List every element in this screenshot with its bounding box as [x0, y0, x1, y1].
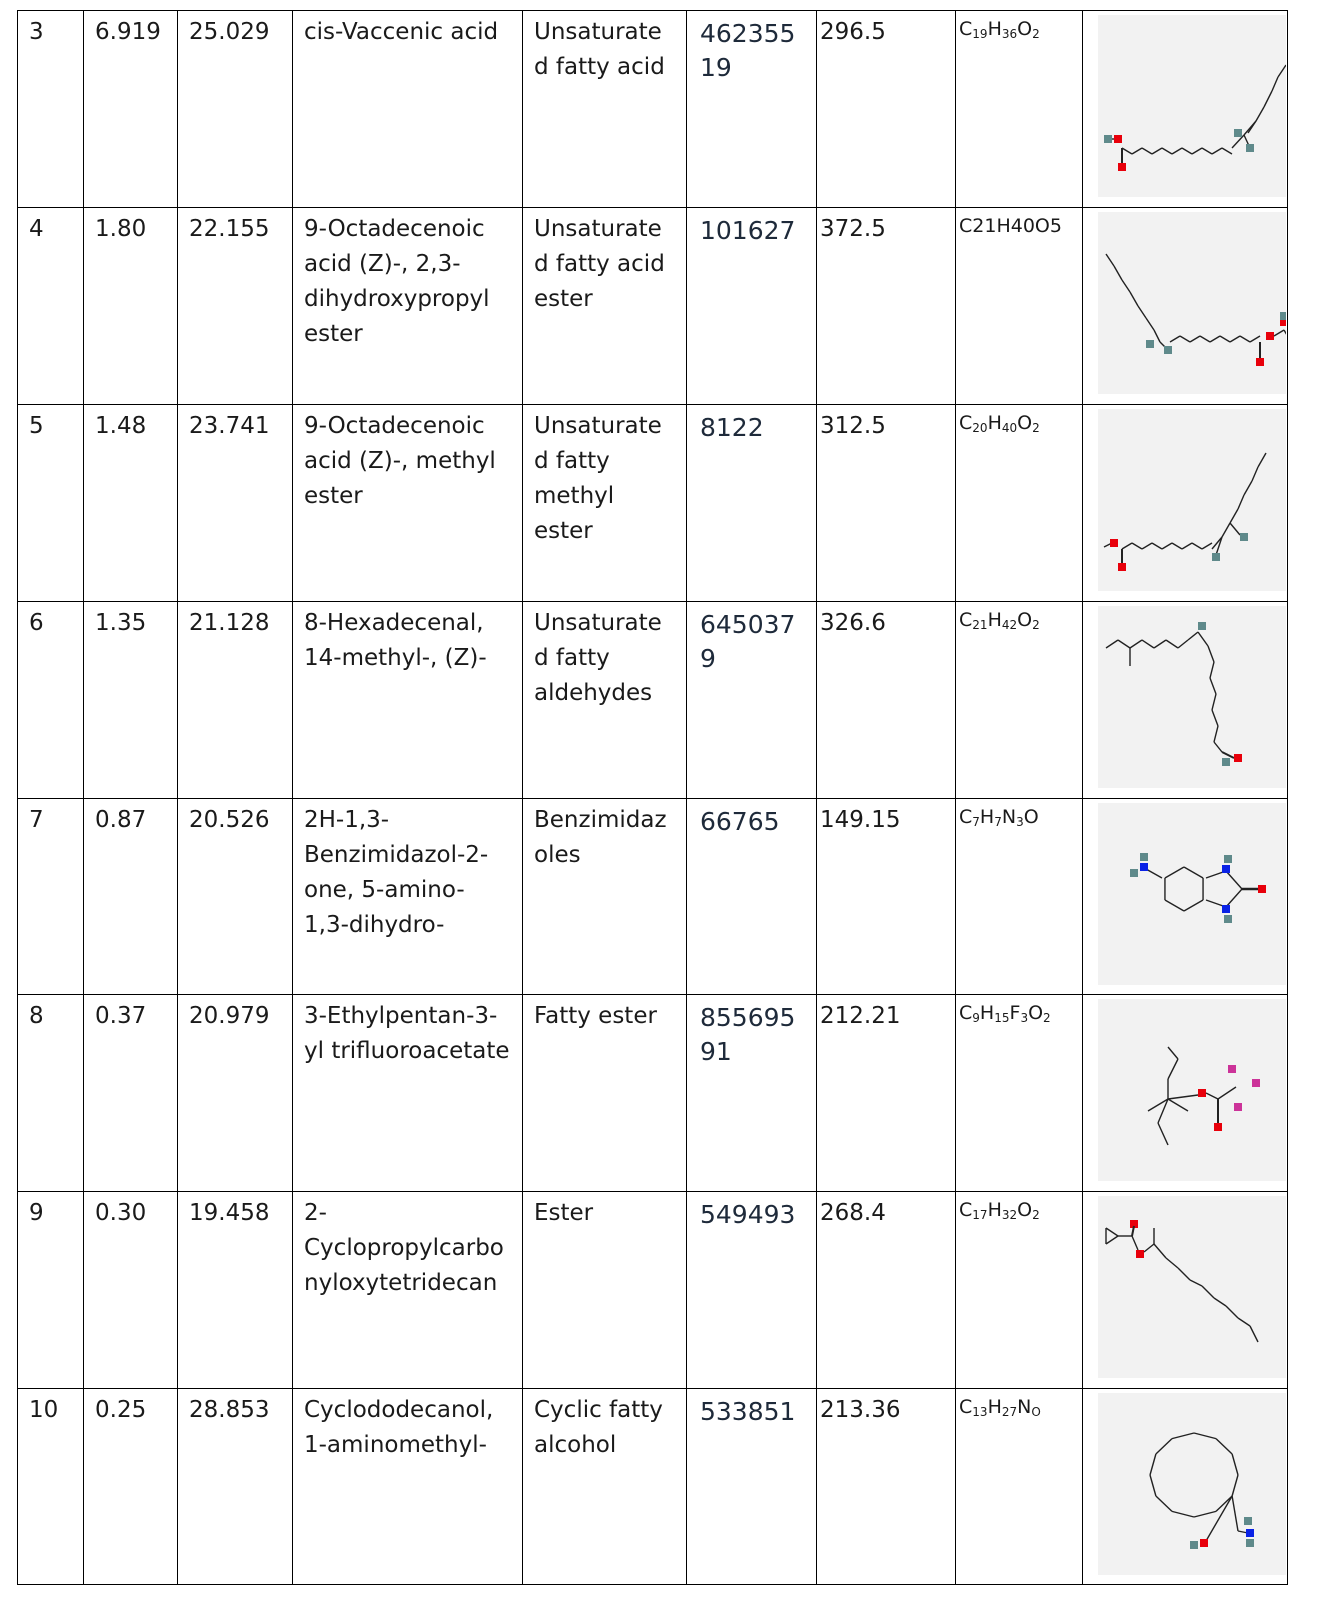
area-percent-cell: 1.80 [84, 208, 178, 405]
compound-class-cell: Ester [523, 1192, 687, 1389]
molecular-weight-cell: 149.15 [817, 799, 956, 995]
area-percent-cell: 0.25 [84, 1389, 178, 1585]
row-number-cell: 9 [18, 1192, 84, 1389]
compound-name-cell: 3-Ethylpentan-3-yl trifluoroacetate [293, 995, 523, 1192]
compound-class-cell: Unsaturate d fatty methyl ester [523, 405, 687, 602]
structure-image-cell [1083, 1192, 1288, 1389]
row-number-cell: 5 [18, 405, 84, 602]
retention-time-cell: 25.029 [178, 11, 293, 208]
methylhexadecenal-structure [1098, 606, 1286, 788]
glyceryl-oleate-structure [1098, 212, 1286, 394]
table-row [18, 208, 1288, 405]
compound-name-cell: 8-Hexadecenal, 14-methyl-, (Z)- [293, 602, 523, 799]
structure-image-cell [1083, 11, 1288, 208]
molecular-formula-cell: C7H7N3O [956, 799, 1083, 995]
structure-image-cell [1083, 405, 1288, 602]
molecular-weight-cell: 213.36 [817, 1389, 956, 1585]
row-number-cell: 10 [18, 1389, 84, 1585]
table-row [18, 405, 1288, 602]
structure-image-cell [1083, 602, 1288, 799]
row-number-cell: 6 [18, 602, 84, 799]
compound-name-cell: cis-Vaccenic acid [293, 11, 523, 208]
table-row [18, 995, 1288, 1192]
table-row [18, 602, 1288, 799]
molecular-formula-cell: C20H40O2 [956, 405, 1083, 602]
compound-class-cell: Benzimidaz oles [523, 799, 687, 995]
cis-vaccenic-acid-structure [1098, 15, 1286, 197]
structure-image-cell [1083, 995, 1288, 1192]
retention-time-cell: 19.458 [178, 1192, 293, 1389]
table-row [18, 1389, 1288, 1585]
molecular-formula-cell: C21H40O5 [956, 208, 1083, 405]
row-number-cell: 4 [18, 208, 84, 405]
area-percent-cell: 0.87 [84, 799, 178, 995]
area-percent-cell: 6.919 [84, 11, 178, 208]
structure-image-cell [1083, 799, 1288, 995]
pubchem-cid-cell: 85569591 [687, 995, 817, 1192]
molecular-weight-cell: 212.21 [817, 995, 956, 1192]
molecular-weight-cell: 312.5 [817, 405, 956, 602]
area-percent-cell: 0.30 [84, 1192, 178, 1389]
compound-name-cell: 9-Octadecenoic acid (Z)-, 2,3-dihydroxypropyl ester [293, 208, 523, 405]
retention-time-cell: 22.155 [178, 208, 293, 405]
pubchem-cid-cell: 46235519 [687, 11, 817, 208]
molecular-weight-cell: 372.5 [817, 208, 956, 405]
pubchem-cid-cell: 101627 [687, 208, 817, 405]
molecular-formula-cell: C21H42O2 [956, 602, 1083, 799]
aminobenzimidazolone-structure [1098, 803, 1286, 985]
molecular-weight-cell: 268.4 [817, 1192, 956, 1389]
pubchem-cid-cell: 533851 [687, 1389, 817, 1585]
cyclopropylcarbonyloxytridecane-structure [1098, 1196, 1286, 1378]
methyl-oleate-structure [1098, 409, 1286, 591]
compound-class-cell: Unsaturate d fatty aldehydes [523, 602, 687, 799]
compound-class-cell: Unsaturate d fatty acid ester [523, 208, 687, 405]
compound-name-cell: Cyclododecanol, 1-aminomethyl- [293, 1389, 523, 1585]
compound-name-cell: 9-Octadecenoic acid (Z)-, methyl ester [293, 405, 523, 602]
area-percent-cell: 1.35 [84, 602, 178, 799]
compound-class-cell: Cyclic fatty alcohol [523, 1389, 687, 1585]
retention-time-cell: 20.979 [178, 995, 293, 1192]
molecular-formula-cell: C9H15F3O2 [956, 995, 1083, 1192]
structure-image-cell [1083, 1389, 1288, 1585]
table-row [18, 799, 1288, 995]
compounds-table [17, 10, 1288, 1585]
row-number-cell: 7 [18, 799, 84, 995]
compound-name-cell: 2H-1,3- Benzimidazol-2- one, 5-amino- 1,3-dihydro- [293, 799, 523, 995]
ethylpentyl-trifluoroacetate-structure [1098, 999, 1286, 1181]
compound-class-cell: Fatty ester [523, 995, 687, 1192]
area-percent-cell: 1.48 [84, 405, 178, 602]
pubchem-cid-cell: 66765 [687, 799, 817, 995]
table-row [18, 11, 1288, 208]
molecular-weight-cell: 296.5 [817, 11, 956, 208]
row-number-cell: 3 [18, 11, 84, 208]
row-number-cell: 8 [18, 995, 84, 1192]
molecular-formula-cell: C17H32O2 [956, 1192, 1083, 1389]
area-percent-cell: 0.37 [84, 995, 178, 1192]
pubchem-cid-cell: 549493 [687, 1192, 817, 1389]
retention-time-cell: 28.853 [178, 1389, 293, 1585]
structure-image-cell [1083, 208, 1288, 405]
aminomethylcyclododecanol-structure [1098, 1393, 1286, 1575]
molecular-weight-cell: 326.6 [817, 602, 956, 799]
pubchem-cid-cell: 8122 [687, 405, 817, 602]
retention-time-cell: 21.128 [178, 602, 293, 799]
molecular-formula-cell: C19H36O2 [956, 11, 1083, 208]
table-row [18, 1192, 1288, 1389]
retention-time-cell: 23.741 [178, 405, 293, 602]
compound-name-cell: 2- Cyclopropylcarbo nyloxytetridecan [293, 1192, 523, 1389]
pubchem-cid-cell: 6450379 [687, 602, 817, 799]
retention-time-cell: 20.526 [178, 799, 293, 995]
molecular-formula-cell: C13H27NO [956, 1389, 1083, 1585]
compound-class-cell: Unsaturate d fatty acid [523, 11, 687, 208]
